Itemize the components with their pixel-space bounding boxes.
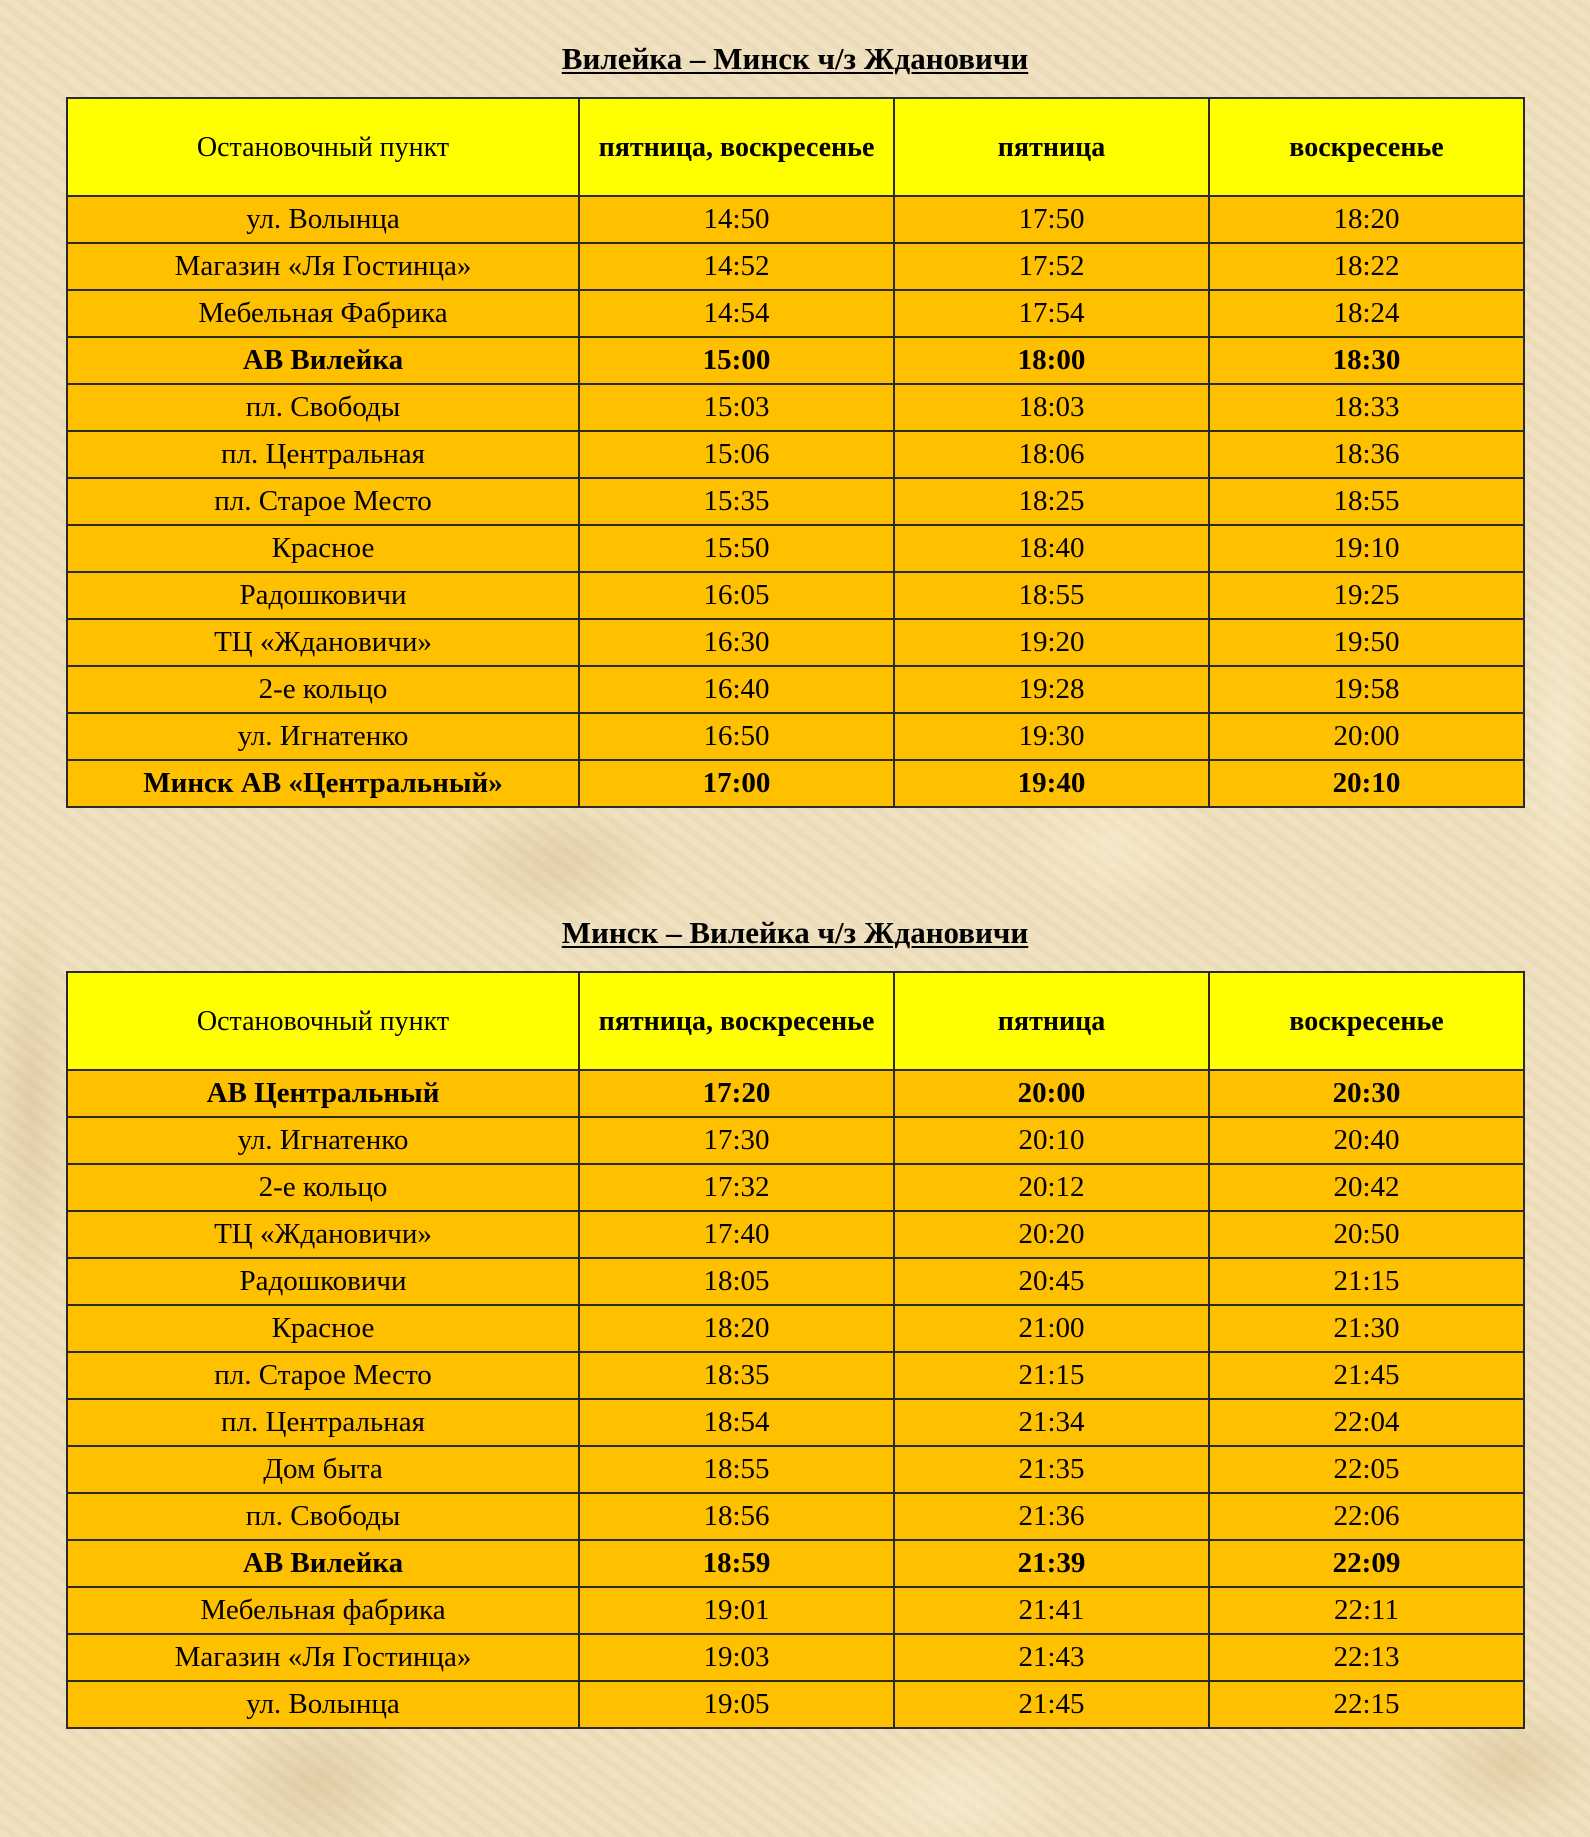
time-cell-friday: 19:30	[894, 713, 1209, 760]
table-row	[67, 290, 1524, 337]
time-cell-fri-sun: 14:52	[579, 243, 894, 290]
stop-name-cell: пл. Старое Место	[67, 478, 579, 525]
time-cell-friday: 17:50	[894, 196, 1209, 243]
route-title-text: Вилейка – Минск ч/з Ждановичи	[561, 41, 1029, 76]
stop-name-cell: Радошковичи	[67, 572, 579, 619]
time-cell-friday: 20:45	[894, 1258, 1209, 1305]
time-cell-fri-sun: 16:50	[579, 713, 894, 760]
stop-name-cell: АВ Центральный	[67, 1070, 579, 1117]
time-cell-fri-sun: 16:40	[579, 666, 894, 713]
column-header-fri-sun: пятница, воскресенье	[579, 98, 894, 196]
time-cell-friday: 21:39	[894, 1540, 1209, 1587]
table-row	[67, 384, 1524, 431]
stop-name-cell: Минск АВ «Центральный»	[67, 760, 579, 807]
stop-name-cell: ул. Игнатенко	[67, 1117, 579, 1164]
table-row	[67, 760, 1524, 807]
time-cell-friday: 18:00	[894, 337, 1209, 384]
route-title-text: Минск – Вилейка ч/з Ждановичи	[561, 915, 1029, 950]
stop-name-cell: Магазин «Ля Гостинца»	[67, 1634, 579, 1681]
table-row	[67, 1493, 1524, 1540]
time-cell-friday: 20:00	[894, 1070, 1209, 1117]
stop-name-cell: ТЦ «Ждановичи»	[67, 619, 579, 666]
time-cell-friday: 21:43	[894, 1634, 1209, 1681]
column-header-friday: пятница	[894, 98, 1209, 196]
stop-name-cell: Красное	[67, 1305, 579, 1352]
table-row	[67, 525, 1524, 572]
table-header-row	[67, 972, 1524, 1070]
time-cell-fri-sun: 18:20	[579, 1305, 894, 1352]
time-cell-fri-sun: 18:05	[579, 1258, 894, 1305]
time-cell-sunday: 21:30	[1209, 1305, 1524, 1352]
stop-name-cell: пл. Свободы	[67, 384, 579, 431]
stop-name-cell: Радошковичи	[67, 1258, 579, 1305]
time-cell-sunday: 20:42	[1209, 1164, 1524, 1211]
time-cell-sunday: 20:00	[1209, 713, 1524, 760]
stop-name-cell: Мебельная фабрика	[67, 1587, 579, 1634]
stop-name-cell: ТЦ «Ждановичи»	[67, 1211, 579, 1258]
time-cell-friday: 21:34	[894, 1399, 1209, 1446]
time-cell-friday: 21:00	[894, 1305, 1209, 1352]
time-cell-fri-sun: 16:30	[579, 619, 894, 666]
time-cell-fri-sun: 19:03	[579, 1634, 894, 1681]
table-row	[67, 1211, 1524, 1258]
stop-name-cell: ул. Волынца	[67, 1681, 579, 1728]
time-cell-sunday: 22:11	[1209, 1587, 1524, 1634]
time-cell-friday: 18:40	[894, 525, 1209, 572]
table-row	[67, 1070, 1524, 1117]
table-row	[67, 572, 1524, 619]
stop-name-cell: 2-е кольцо	[67, 666, 579, 713]
time-cell-sunday: 22:15	[1209, 1681, 1524, 1728]
stop-name-cell: пл. Центральная	[67, 1399, 579, 1446]
time-cell-friday: 21:41	[894, 1587, 1209, 1634]
time-cell-fri-sun: 17:40	[579, 1211, 894, 1258]
table-row	[67, 196, 1524, 243]
stop-name-cell: АВ Вилейка	[67, 337, 579, 384]
time-cell-sunday: 19:58	[1209, 666, 1524, 713]
stop-name-cell: Дом быта	[67, 1446, 579, 1493]
table-row	[67, 619, 1524, 666]
time-cell-friday: 19:28	[894, 666, 1209, 713]
time-cell-sunday: 19:25	[1209, 572, 1524, 619]
time-cell-sunday: 19:10	[1209, 525, 1524, 572]
time-cell-friday: 17:54	[894, 290, 1209, 337]
table-row	[67, 1587, 1524, 1634]
time-cell-fri-sun: 14:50	[579, 196, 894, 243]
time-cell-friday: 20:10	[894, 1117, 1209, 1164]
time-cell-fri-sun: 15:03	[579, 384, 894, 431]
schedule-table-minsk-vileyka	[66, 971, 1525, 1729]
time-cell-fri-sun: 17:00	[579, 760, 894, 807]
time-cell-fri-sun: 19:05	[579, 1681, 894, 1728]
table-row	[67, 1634, 1524, 1681]
time-cell-friday: 21:15	[894, 1352, 1209, 1399]
time-cell-sunday: 18:22	[1209, 243, 1524, 290]
route-title-minsk-vileyka	[0, 915, 1590, 951]
route-title-vileyka-minsk	[0, 41, 1590, 77]
column-header-stop: Остановочный пункт	[67, 972, 579, 1070]
table-row	[67, 1305, 1524, 1352]
table-row	[67, 1117, 1524, 1164]
time-cell-fri-sun: 17:20	[579, 1070, 894, 1117]
column-header-sunday: воскресенье	[1209, 98, 1524, 196]
column-header-fri-sun: пятница, воскресенье	[579, 972, 894, 1070]
time-cell-sunday: 20:50	[1209, 1211, 1524, 1258]
table-row	[67, 431, 1524, 478]
table-row	[67, 1258, 1524, 1305]
table-body	[67, 1070, 1524, 1728]
time-cell-sunday: 21:15	[1209, 1258, 1524, 1305]
time-cell-fri-sun: 15:50	[579, 525, 894, 572]
time-cell-fri-sun: 18:56	[579, 1493, 894, 1540]
column-header-friday: пятница	[894, 972, 1209, 1070]
time-cell-fri-sun: 17:30	[579, 1117, 894, 1164]
time-cell-sunday: 22:05	[1209, 1446, 1524, 1493]
time-cell-sunday: 22:13	[1209, 1634, 1524, 1681]
time-cell-sunday: 20:10	[1209, 760, 1524, 807]
time-cell-friday: 18:25	[894, 478, 1209, 525]
stop-name-cell: Мебельная Фабрика	[67, 290, 579, 337]
time-cell-sunday: 20:30	[1209, 1070, 1524, 1117]
time-cell-fri-sun: 18:54	[579, 1399, 894, 1446]
time-cell-sunday: 22:09	[1209, 1540, 1524, 1587]
time-cell-friday: 18:03	[894, 384, 1209, 431]
time-cell-friday: 20:12	[894, 1164, 1209, 1211]
stop-name-cell: пл. Старое Место	[67, 1352, 579, 1399]
stop-name-cell: пл. Центральная	[67, 431, 579, 478]
time-cell-friday: 19:20	[894, 619, 1209, 666]
table-row	[67, 337, 1524, 384]
stop-name-cell: 2-е кольцо	[67, 1164, 579, 1211]
stop-name-cell: ул. Игнатенко	[67, 713, 579, 760]
time-cell-fri-sun: 14:54	[579, 290, 894, 337]
table-row	[67, 666, 1524, 713]
table-row	[67, 1540, 1524, 1587]
table-row	[67, 1352, 1524, 1399]
table-header-row	[67, 98, 1524, 196]
table-body	[67, 196, 1524, 807]
time-cell-friday: 21:36	[894, 1493, 1209, 1540]
time-cell-friday: 18:55	[894, 572, 1209, 619]
time-cell-sunday: 21:45	[1209, 1352, 1524, 1399]
time-cell-sunday: 18:55	[1209, 478, 1524, 525]
column-header-sunday: воскресенье	[1209, 972, 1524, 1070]
table-row	[67, 1446, 1524, 1493]
time-cell-friday: 18:06	[894, 431, 1209, 478]
table-row	[67, 1399, 1524, 1446]
table-row	[67, 713, 1524, 760]
time-cell-fri-sun: 19:01	[579, 1587, 894, 1634]
time-cell-sunday: 22:06	[1209, 1493, 1524, 1540]
time-cell-fri-sun: 15:00	[579, 337, 894, 384]
time-cell-fri-sun: 17:32	[579, 1164, 894, 1211]
time-cell-fri-sun: 16:05	[579, 572, 894, 619]
time-cell-fri-sun: 18:35	[579, 1352, 894, 1399]
time-cell-fri-sun: 18:59	[579, 1540, 894, 1587]
stop-name-cell: Красное	[67, 525, 579, 572]
time-cell-friday: 17:52	[894, 243, 1209, 290]
time-cell-sunday: 18:30	[1209, 337, 1524, 384]
time-cell-fri-sun: 18:55	[579, 1446, 894, 1493]
time-cell-friday: 20:20	[894, 1211, 1209, 1258]
time-cell-fri-sun: 15:35	[579, 478, 894, 525]
table-row	[67, 1164, 1524, 1211]
table-row	[67, 478, 1524, 525]
stop-name-cell: Магазин «Ля Гостинца»	[67, 243, 579, 290]
time-cell-sunday: 19:50	[1209, 619, 1524, 666]
time-cell-sunday: 18:36	[1209, 431, 1524, 478]
time-cell-sunday: 20:40	[1209, 1117, 1524, 1164]
table-row	[67, 243, 1524, 290]
table-row	[67, 1681, 1524, 1728]
stop-name-cell: АВ Вилейка	[67, 1540, 579, 1587]
time-cell-friday: 21:45	[894, 1681, 1209, 1728]
stop-name-cell: пл. Свободы	[67, 1493, 579, 1540]
time-cell-sunday: 18:33	[1209, 384, 1524, 431]
stop-name-cell: ул. Волынца	[67, 196, 579, 243]
time-cell-friday: 19:40	[894, 760, 1209, 807]
schedule-table-vileyka-minsk	[66, 97, 1525, 808]
column-header-stop: Остановочный пункт	[67, 98, 579, 196]
time-cell-fri-sun: 15:06	[579, 431, 894, 478]
time-cell-sunday: 22:04	[1209, 1399, 1524, 1446]
time-cell-sunday: 18:24	[1209, 290, 1524, 337]
time-cell-friday: 21:35	[894, 1446, 1209, 1493]
time-cell-sunday: 18:20	[1209, 196, 1524, 243]
